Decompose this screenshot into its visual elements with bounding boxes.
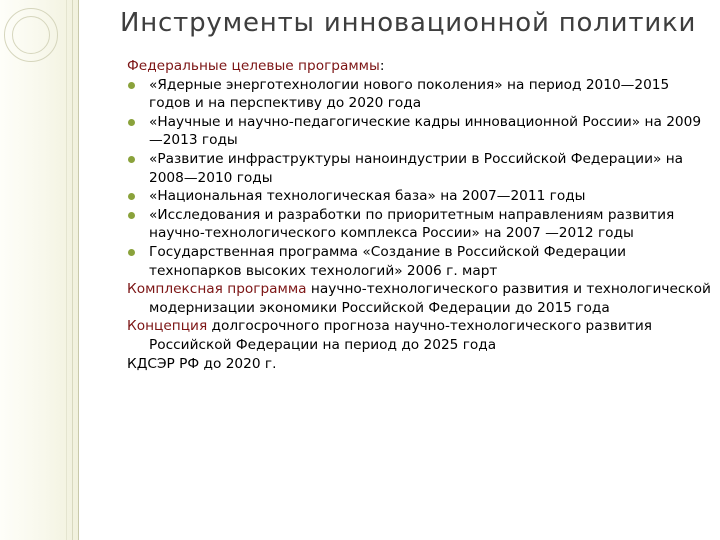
list-item — [127, 187, 712, 206]
list-item — [127, 243, 712, 280]
list-item-text: «Национальная технологическая база» на 2007—2011 годы — [149, 188, 586, 205]
bullet-icon — [128, 82, 135, 89]
paragraph-rest: научно-технологического развития и технологической модернизации экономики Российской Федерации до 2015 года — [149, 281, 711, 316]
slide-title: Инструменты инновационной политики — [120, 8, 697, 38]
bullet-icon — [128, 156, 135, 163]
slide-body — [127, 57, 712, 373]
list-item — [127, 76, 712, 113]
band-divider-line — [78, 0, 79, 540]
paragraph-concept — [127, 317, 712, 354]
bullet-icon — [128, 249, 135, 256]
bullet-icon — [128, 193, 135, 200]
list-item — [127, 150, 712, 187]
intro-rest: : — [379, 58, 385, 74]
intro-accent: Федеральные целевые программы — [127, 58, 380, 74]
list-item-text: «Развитие инфраструктуры наноиндустрии в Российской Федерации» на 2008—2010 годы — [149, 150, 684, 186]
list-item-text: «Научные и научно-педагогические кадры инновационной России» на 2009—2013 годы — [149, 113, 702, 149]
paragraph-rest: долгосрочного прогноза научно-технологического развития Российской Федерации на период до 2025 года — [149, 318, 652, 353]
bullet-icon — [128, 212, 135, 219]
bullet-icon — [128, 119, 135, 126]
band-divider-line — [66, 0, 67, 540]
list-item-text: «Исследования и разработки по приоритетным направлениям развития научно-технологического комплекса России» на 2007 —2012 годы — [149, 206, 675, 242]
paragraph-accent: Комплексная программа — [127, 281, 307, 298]
list-item — [127, 113, 712, 150]
list-item-text: Государственная программа «Создание в Российской Федерации технопарков высоких технологий» 2006 г. март — [149, 243, 627, 279]
list-item — [127, 206, 712, 243]
list-item-text: «Ядерные энерготехнологии нового поколения» на период 2010—2015 годов и на перспективу до 2020 года — [149, 76, 670, 112]
paragraph-kdser — [127, 355, 712, 374]
decorative-ring — [12, 16, 50, 54]
paragraph-accent: Концепция — [127, 318, 208, 335]
paragraph-rest: КДСЭР РФ до 2020 г. — [127, 355, 277, 372]
band-divider-line — [72, 0, 73, 540]
intro-line — [127, 57, 712, 76]
paragraph-complex-program — [127, 280, 712, 317]
